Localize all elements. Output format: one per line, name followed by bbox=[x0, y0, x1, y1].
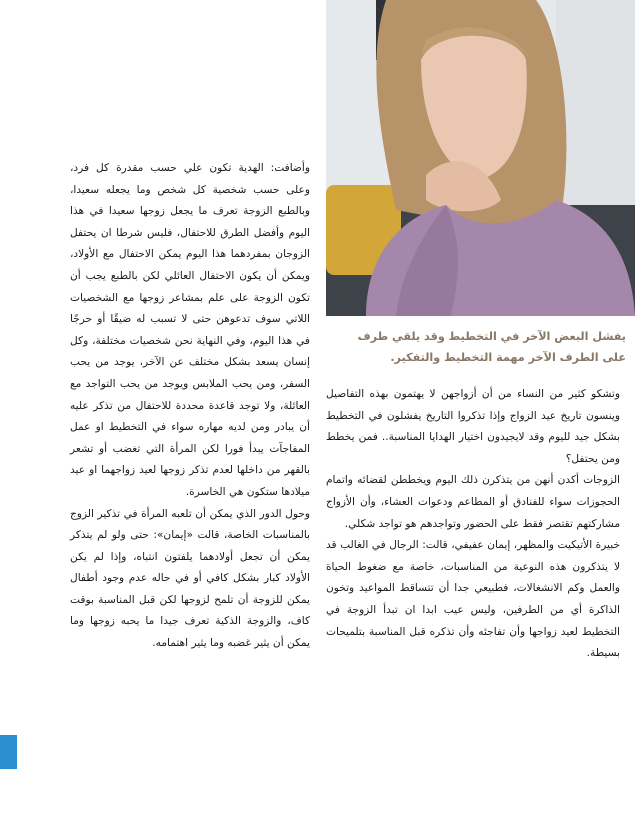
paragraph: خبيرة الأتيكيت والمظهر، إيمان عفيفي، قالت: الرجال في الغالب قد لا يتذكرون هذه النوعية من المناسبات، خاصة مع ضغوط الحياة والعمل وكم الانشغالات، فطبيعي جدا أن تتساقط المواعيد وتخون الذاكرة أي من الطرفين، وليس عيب ابدا ان تبدأ الزوجة في التخطيط لعيد زواجها وأن تفاجئه وأن تذكره قبل المناسبة بتلميحات بسيطة. bbox=[326, 539, 620, 660]
article-column-left bbox=[70, 158, 310, 655]
article-photo bbox=[326, 0, 635, 316]
paragraph: الزوجات أكدن أنهن من يتذكرن ذلك اليوم ويخططن لقضائه واتمام الحجوزات سواء للفنادق أو المطاعم ودعوات العشاء، وأن الأزواج مشاركتهم تقتصر فقط على الحضور وتواجدهم هو تواجد شكلي. bbox=[326, 474, 620, 530]
page-edge-tab bbox=[0, 735, 17, 769]
article-column-right bbox=[326, 384, 620, 665]
caption-line-2: على الطرف الآخر مهمة التخطيط والتفكير. bbox=[390, 351, 626, 364]
paragraph: وحول الدور الذي يمكن أن تلعبه المرأة في تذكير الزوج بالمناسبات الخاصة، قالت «إيمان»: حتى ولو لم يتذكر يمكن أن تجعل أولادهما يلفتون انتباه، وإذا لم يكن الأولاد كبار بشكل كافي أو في حاله عدم وجود أطفال يمكن للزوجة أن تلمح لزوجها لكن قبل المناسبة بوقت كاف، والزوجة الذكية تعرف جيدا ما يحبه زوجها وما يمكن أن يثير غضبه وما يثير اهتمامه. bbox=[70, 507, 310, 650]
caption-line-1: يفشل البعض الآخر في التخطيط وقد يلقي طرف bbox=[357, 330, 626, 343]
photo-caption bbox=[326, 326, 626, 368]
woman-thinking-image bbox=[326, 0, 635, 316]
paragraph: وتشكو كثير من النساء من أن أزواجهن لا يهتمون بهذه التفاصيل وينسون تاريخ عيد الزواج وإذا تذكروا التاريخ يفشلون في التخطيط بشكل جيد لليوم وقد لايجيدون اختيار الهدايا المناسبة.. فمن يخطط ومن يحتفل؟ bbox=[326, 388, 620, 465]
paragraph: وأضافت: الهدية تكون علي حسب مقدرة كل فرد، وعلى حسب شخصية كل شخص وما يجعله سعيدا، وبالطبع الزوجة تعرف ما يجعل زوجها سعيدا في هذا اليوم وأفضل الطرق للاحتفال، فليس شرطا ان يحتفل الزوجان بمفردهما هذا اليوم يمكن الاحتفال مع الأولاد، ويمكن أن يكون الاحتفال العائلي لكن بالطبع يجب أن تكون الزوجة على علم بمشاعر زوجها مع الشخصيات اللاتي سوف تدعوهن حتى لا تسبب له ضيقًا أو حرجًا في هذا اليوم، وفي النهاية نحن شخصيات مختلفة، وكل إنسان يسعد بشكل مختلف عن الآخر، يوجد من يحب السفر، ومن يحب الملابس ويوجد من يحب التواجد مع العائلة، ولا توجد قاعدة محددة للاحتفال من تذكر عليه أن يبادر ومن لديه مهاره سواء في التخطيط او عمل المفاجآت يبدأ فورا لكن المرأة التي تغضب أو تشعر بالقهر من داخلها لعدم تذكر زوجها لعيد زواجهما او عيد ميلادها ستكون هي الخاسرة. bbox=[70, 162, 310, 498]
